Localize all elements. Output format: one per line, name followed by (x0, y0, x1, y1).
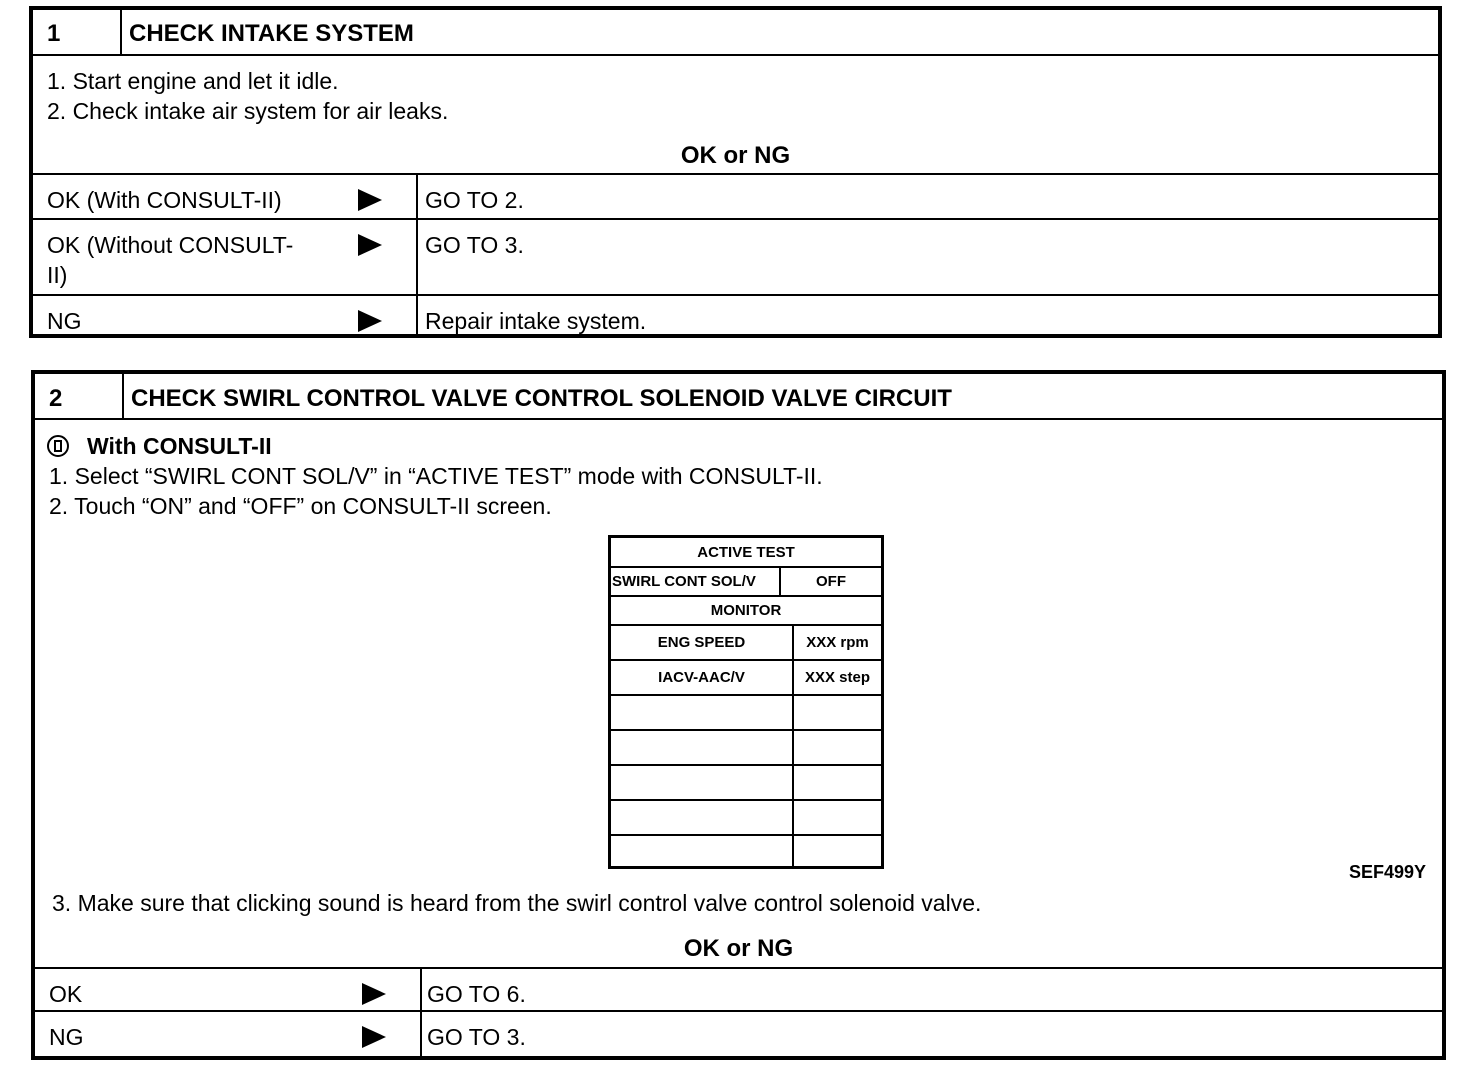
step-1-box (29, 6, 1442, 338)
screen-monitor-header: MONITOR (710, 602, 782, 619)
instruction-2: 2. Touch “ON” and “OFF” on CONSULT-II screen. (49, 493, 552, 519)
step-number: 2 (49, 385, 63, 412)
screen-test-item: SWIRL CONT SOL/V (612, 573, 756, 590)
outcome-action: GO TO 6. (427, 981, 526, 1007)
screen-header: ACTIVE TEST (697, 543, 795, 561)
outcome-action: Repair intake system. (425, 308, 647, 334)
arrow-right-icon (362, 1026, 386, 1048)
figure-reference: SEF499Y (1348, 862, 1426, 882)
outcome-row (33, 218, 1438, 296)
consult-screen (608, 535, 884, 869)
step-2-header (35, 374, 1442, 420)
step-number: 1 (47, 20, 61, 47)
outcome-condition: OK (49, 981, 83, 1007)
step-title: CHECK SWIRL CONTROL VALVE CONTROL SOLENOID VALVE CIRCUIT (131, 385, 952, 412)
monitor-item: ENG SPEED (657, 634, 746, 651)
step-2-box (31, 370, 1446, 1060)
arrow-right-icon (358, 234, 382, 256)
outcome-condition: NG (47, 308, 82, 334)
outcome-row (33, 294, 1438, 334)
outcome-condition: OK (With CONSULT-II) (47, 187, 282, 213)
with-consult-label: With CONSULT-II (87, 433, 272, 459)
instruction-2: 2. Check intake air system for air leaks. (47, 98, 449, 124)
outcome-action: GO TO 3. (425, 232, 524, 258)
arrow-right-icon (362, 983, 386, 1005)
outcome-condition: NG (49, 1024, 84, 1050)
ok-or-ng-label: OK or NG (680, 142, 791, 169)
outcome-row (35, 1010, 1442, 1056)
monitor-item: IACV-AAC/V (658, 669, 745, 686)
outcome-condition: OK (Without CONSULT- II) (47, 232, 294, 288)
arrow-right-icon (358, 189, 382, 211)
instruction-3: 3. Make sure that clicking sound is heard from the swirl control valve control solenoid valve. (52, 890, 982, 916)
step-title: CHECK INTAKE SYSTEM (129, 20, 414, 47)
instruction-1: 1. Select “SWIRL CONT SOL/V” in “ACTIVE TEST” mode with CONSULT-II. (49, 463, 823, 489)
monitor-value: XXX step (804, 669, 871, 686)
outcome-row (35, 967, 1442, 1012)
outcome-action: GO TO 3. (427, 1024, 526, 1050)
monitor-value: XXX rpm (806, 634, 869, 651)
screen-test-value: OFF (816, 573, 846, 590)
step-1-header (33, 10, 1438, 56)
outcome-row (33, 173, 1438, 220)
instruction-1: 1. Start engine and let it idle. (47, 68, 339, 94)
arrow-right-icon (358, 310, 382, 332)
outcome-action: GO TO 2. (425, 187, 524, 213)
ok-or-ng-label: OK or NG (683, 935, 794, 962)
consult-tool-icon (47, 435, 69, 457)
